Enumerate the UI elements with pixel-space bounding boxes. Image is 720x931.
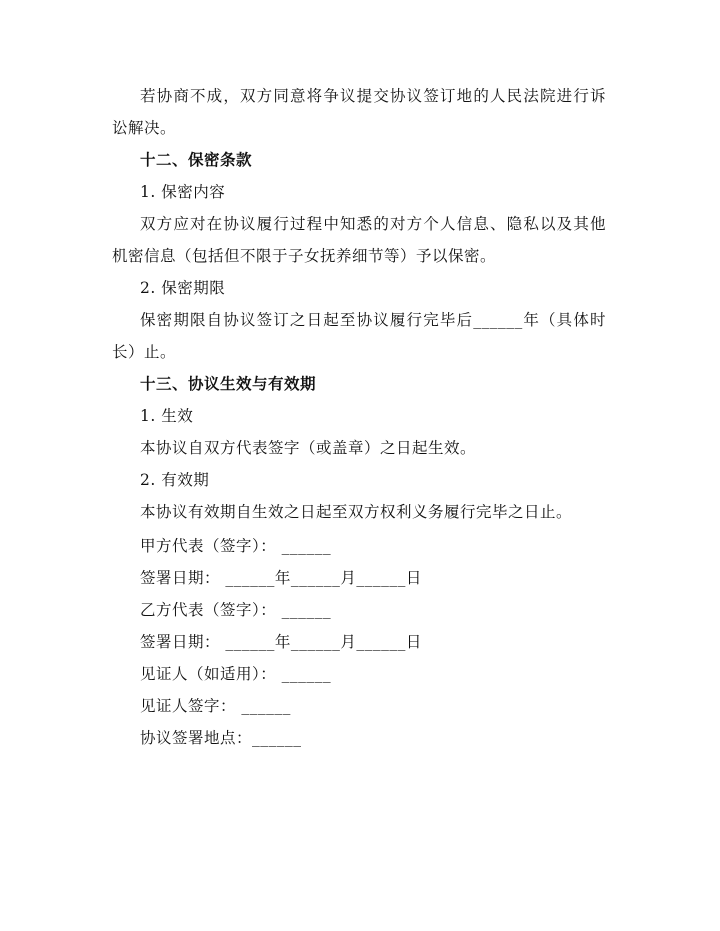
signature-date-party-b: 签署日期： ______年______月______日: [140, 633, 422, 651]
paragraph-line: 保密期限自协议签订之日起至协议履行完毕后______年（具体时: [140, 311, 606, 329]
paragraph-line: 讼解决。: [112, 119, 177, 137]
subsection-heading: 1. 保密内容: [140, 183, 226, 201]
subsection-heading: 1. 生效: [140, 407, 194, 425]
witness-field: 见证人（如适用）： ______: [140, 665, 332, 683]
paragraph-line: 若协商不成，双方同意将争议提交协议签订地的人民法院进行诉: [140, 87, 606, 105]
signature-field-party-b: 乙方代表（签字）： ______: [140, 601, 332, 619]
paragraph-line: 本协议自双方代表签字（或盖章）之日起生效。: [140, 439, 477, 457]
paragraph-line: 本协议有效期自生效之日起至双方权利义务履行完毕之日止。: [140, 503, 573, 521]
witness-signature-field: 见证人签字： ______: [140, 697, 291, 715]
section-heading-effectiveness: 十三、协议生效与有效期: [140, 374, 317, 393]
subsection-heading: 2. 保密期限: [140, 279, 226, 297]
paragraph-line: 长）止。: [112, 343, 177, 361]
signing-location-field: 协议签署地点：______: [140, 729, 302, 747]
section-heading-confidentiality: 十二、保密条款: [140, 150, 253, 169]
paragraph-line: 机密信息（包括但不限于子女抚养细节等）予以保密。: [112, 247, 497, 265]
subsection-heading: 2. 有效期: [140, 471, 210, 489]
signature-date-party-a: 签署日期： ______年______月______日: [140, 569, 422, 587]
paragraph-line: 双方应对在协议履行过程中知悉的对方个人信息、隐私以及其他: [140, 215, 606, 233]
signature-field-party-a: 甲方代表（签字）： ______: [140, 537, 332, 555]
